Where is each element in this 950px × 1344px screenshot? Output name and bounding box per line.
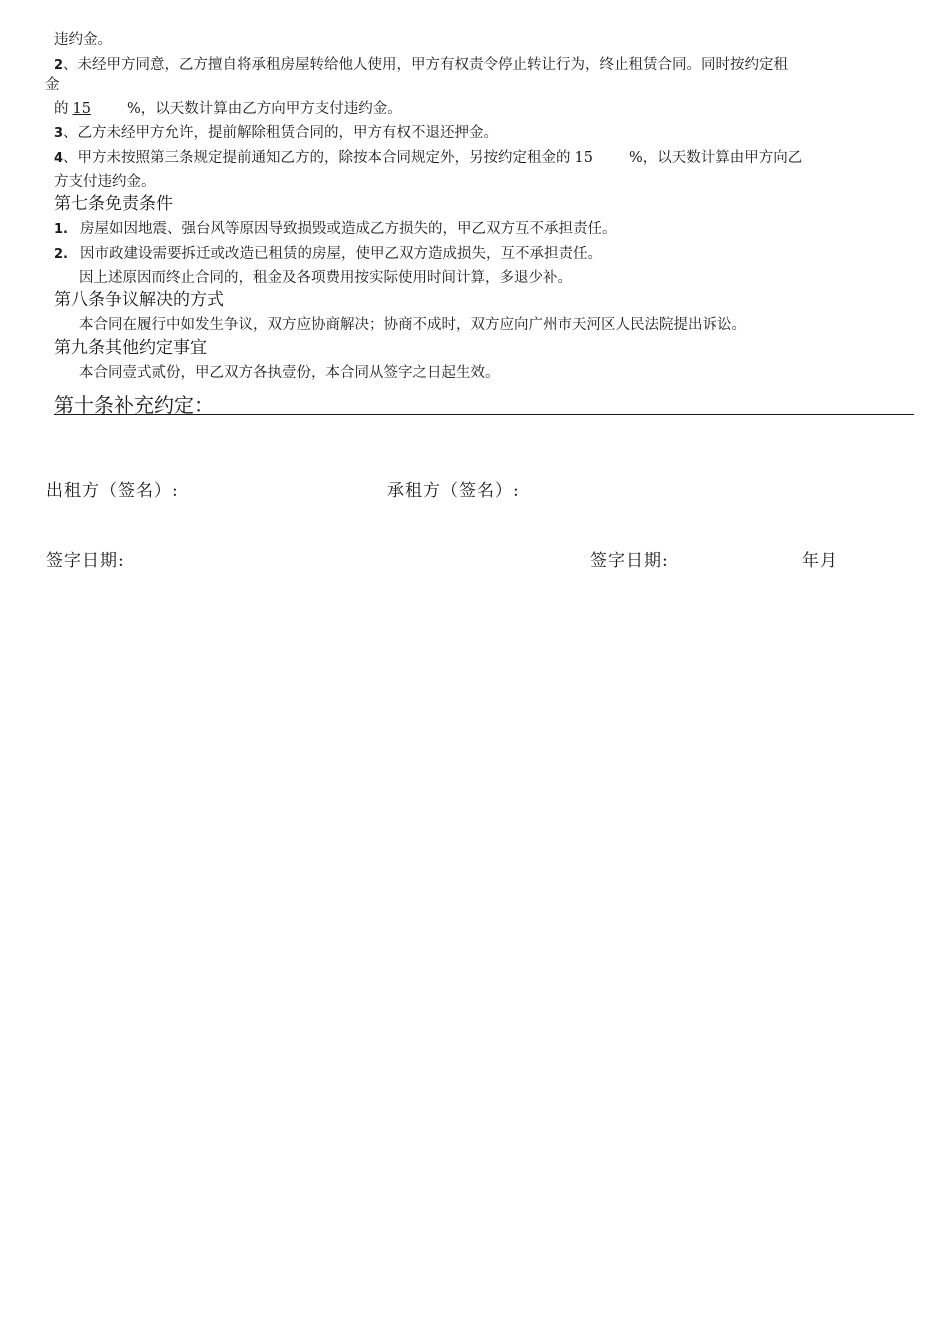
clause-3: 3、乙方未经甲方允许，提前解除租赁合同的，甲方有权不退还押金。 <box>54 125 499 141</box>
supplement-underline <box>54 414 914 415</box>
article-8-title: 第八条争议解决的方式 <box>54 290 224 310</box>
clause-4-number: 4 <box>54 151 64 166</box>
article-10-title: 第十条补充约定： <box>54 393 214 417</box>
clause-2-text: 、未经甲方同意，乙方擅自将承租房屋转给他人使用，甲方有权责令停止转让行为，终止租赁合同。同时按约定租 <box>63 57 789 73</box>
clause-2-number: 2 <box>54 58 64 73</box>
article-9-text: 本合同壹式贰份，甲乙双方各执壹份，本合同从签字之日起生效。 <box>79 365 500 381</box>
lessee-date-label: 签字日期: <box>590 551 669 571</box>
article-9-title: 第九条其他约定事宜 <box>54 338 207 358</box>
clause-2-line-1 <box>54 55 788 76</box>
lessor-date-label: 签字日期: <box>46 551 125 571</box>
clause-4-rate: 15 <box>574 150 593 166</box>
clause-2-line-3: 的 15 %，以天数计算由乙方向甲方支付违约金。 <box>54 101 402 117</box>
clause-1-ending: 违约金。 <box>54 32 112 48</box>
lessee-signature-label: 承租方（签名）: <box>387 481 520 501</box>
year-month-label: 年月 <box>802 551 838 571</box>
clause-2-line-2: 金 <box>45 77 60 93</box>
article-7-item-1: 1. 房屋如因地震、强台风等原因导致损毁或造成乙方损失的，甲乙双方互不承担责任。 <box>54 221 617 237</box>
clause-3-number: 3 <box>54 126 64 141</box>
clause-4-line-1: 4、甲方未按照第三条规定提前通知乙方的，除按本合同规定外，另按约定租金的 15 %，以天数计算由甲方向乙 <box>54 150 803 166</box>
article-7-note: 因上述原因而终止合同的，租金及各项费用按实际使用时间计算，多退少补。 <box>79 270 572 286</box>
article-7-item-2: 2. 因市政建设需要拆迁或改造已租赁的房屋，使甲乙双方造成损失，互不承担责任。 <box>54 246 602 262</box>
article-7-title: 第七条免责条件 <box>54 194 173 214</box>
article-8-text: 本合同在履行中如发生争议，双方应协商解决；协商不成时，双方应向广州市天河区人民法院提出诉讼。 <box>79 317 746 333</box>
clause-4-line-2: 方支付违约金。 <box>54 174 156 190</box>
lessor-signature-label: 出租方（签名）: <box>46 481 179 501</box>
clause-2-rate: 15 <box>72 101 91 117</box>
